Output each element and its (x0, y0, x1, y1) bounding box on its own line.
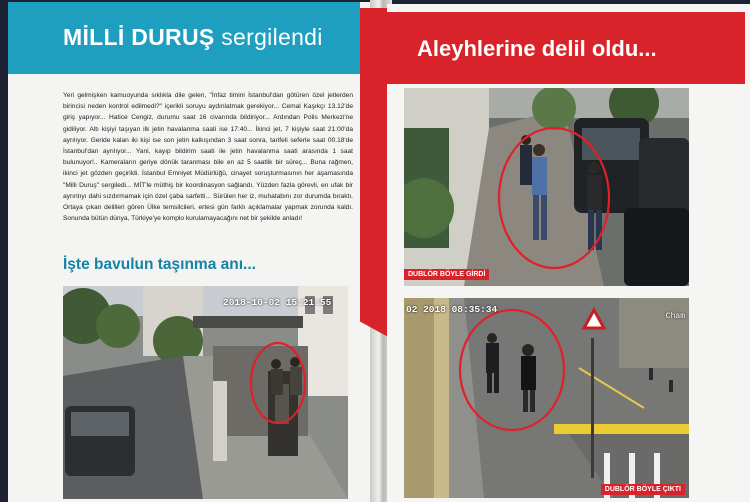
right-page-title: Aleyhlerine delil oldu... (417, 36, 657, 61)
title-bold: MİLLİ DURUŞ (63, 24, 215, 50)
left-page-title (63, 24, 323, 51)
title-rest: sergilendi (221, 24, 323, 50)
entry-caption: DUBLÖR BÖYLE GİRDİ (404, 269, 489, 280)
section-subhead: İşte bavulun taşınma anı... (63, 256, 256, 273)
red-ribbon (360, 8, 390, 338)
cctv-photo-entry (404, 88, 689, 286)
street-sign-text: Cham (665, 312, 685, 321)
cctv-timestamp: 2018-10-02 15:21:55 (223, 297, 332, 308)
cctv-photo-exit (404, 298, 689, 498)
article-body: Yeri gelmişken kamuoyunda sıklıkla dile gelen, "İnfaz timini İstanbul'dan götüren özel jetlerden birincisi neden kontrol edilmedi?" içerikli soruyu aydınlatmak gerekiyor... Cemal Kaşıkçı 13.12'de giriş yapıyor... Hatice Cengiz, durumu saat 16 civarında bildiriyor... Ardından Polis Merkezi'ne gidiliyor. Altı kişiyi taşıyan ilk jetin havalanma saati ise 17:40... İkinci jet, 7 kişiyle saat 21:00'da ayrılıyor. Geride kalan iki kişi ise son jetin kalkışından 3 saat sonra, tarifeli seferle saat 00.18'de İstanbul'dan ayrılıyor... Yani, kayıp bildirim saati ile jetin havalanma saati arasında 1 saat bulunuyor!.. Kameraların geriye dönük taranması bile en az 5 saatlik bir süreç... Buna rağmen, ikinci jet gözden geçirildi. İstanbul Emniyet Müdürlüğü, cinayet soruşturmasının her aşamasında "Milli Duruş" sergiledi... MİT'le müthiş bir koordinasyon sağlandı. Yüzden fazla görevli, en ufak bir ayrıntıyı dahi sızdırmamak için özel çaba sarfetti... Sürülen her iz, muhatabını zor durumda bıraktı. Ortaya çıkan delilleri gören Ülke temsilcileri, ertesi gün farklı açıklamalar yapmak zorunda kaldı. Sonunda bütün dünya, Türkiye'ye komplo kurulamayacağını net bir şekilde anladı! (63, 92, 353, 223)
left-page (8, 2, 383, 502)
cctv-photo-suitcase (63, 286, 348, 499)
right-page-banner (387, 12, 745, 84)
exit-timestamp: 02 2018 08:35:34 (406, 304, 498, 315)
exit-caption: DUBLÖR BÖYLE ÇIKTI (601, 484, 685, 495)
right-page (387, 4, 750, 502)
left-page-banner (8, 2, 360, 74)
